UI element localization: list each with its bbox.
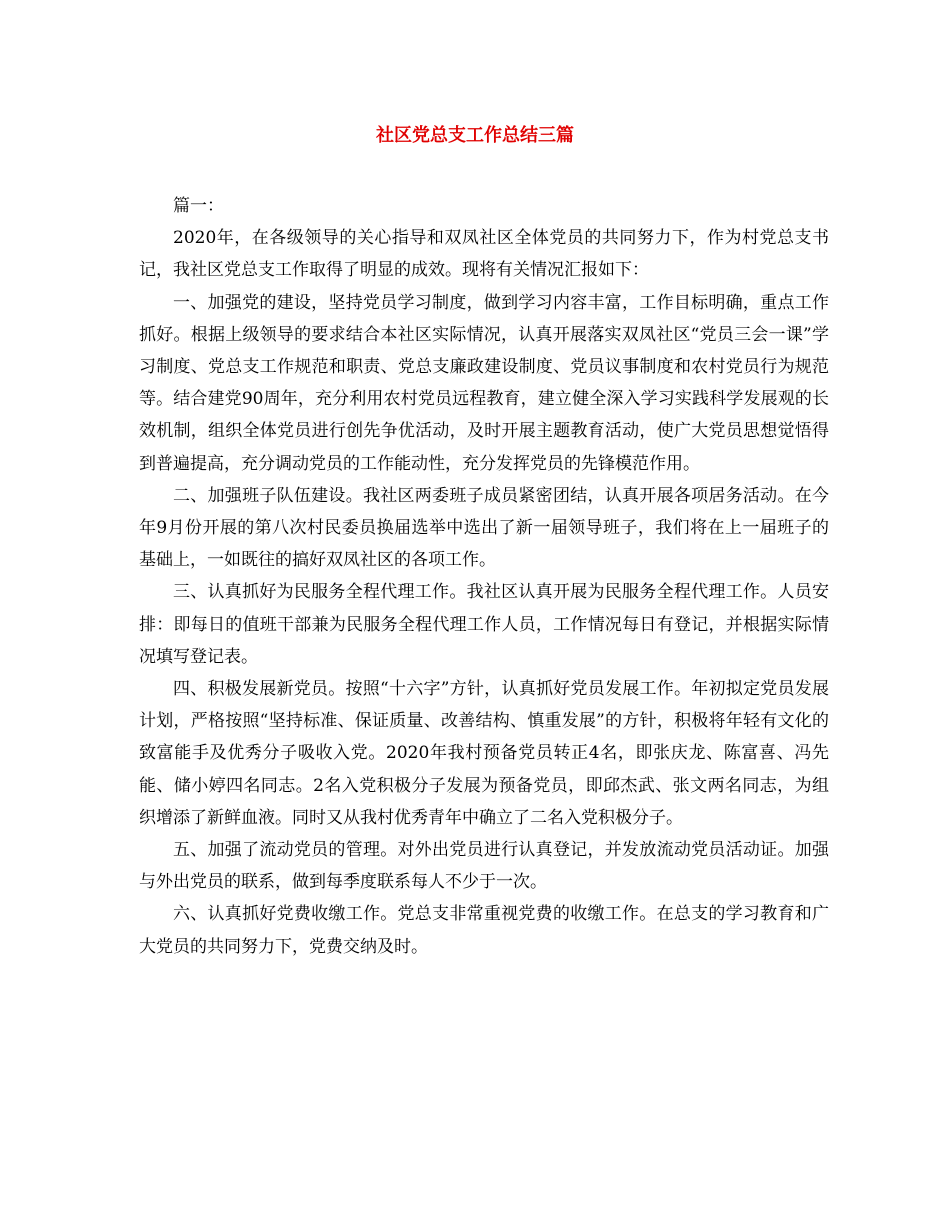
paragraph-party-building: 一、加强党的建设，坚持党员学习制度，做到学习内容丰富，工作目标明确，重点工作抓好。根据上级领导的要求结合本社区实际情况，认真开展落实双凤社区“党员三会一课”学习制度、党总支工作规范和职责、党总支廉政建设制度、党员议事制度和农村党员行为规范等。结合建党90周年，充分利用农村党员远程教育，建立健全深入学习实践科学发展观的长效机制，组织全体党员进行创先争优活动，及时开展主题教育活动，使广大党员思想觉悟得到普遍提高，充分调动党员的工作能动性，充分发挥党员的先锋模范作用。 [139, 292, 829, 474]
intro-paragraph: 2020年，在各级领导的关心指导和双凤社区全体党员的共同努力下，作为村党总支书记，我社区党总支工作取得了明显的成效。现将有关情况汇报如下： [139, 228, 829, 281]
paragraph-service-agency: 三、认真抓好为民服务全程代理工作。我社区认真开展为民服务全程代理工作。人员安排：即每日的值班干部兼为民服务全程代理工作人员，工作情况每日有登记，并根据实际情况填写登记表。 [139, 582, 829, 667]
paragraph-party-dues: 六、认真抓好党费收缴工作。党总支非常重视党费的收缴工作。在总支的学习教育和广大党员的共同努力下，党费交纳及时。 [139, 904, 829, 957]
paragraph-team-building: 二、加强班子队伍建设。我社区两委班子成员紧密团结，认真开展各项居务活动。在今年9月份开展的第八次村民委员换届选举中选出了新一届领导班子，我们将在上一届班子的基础上，一如既往的搞好双凤社区的各项工作。 [139, 485, 829, 571]
document-title: 社区党总支工作总结三篇 [376, 125, 574, 146]
section-heading: 篇一： [173, 196, 224, 216]
document-body [139, 190, 829, 963]
paragraph-new-members: 四、积极发展新党员。按照“十六字”方针，认真抓好党员发展工作。年初拟定党员发展计划，严格按照“坚持标准、保证质量、改善结构、慎重发展”的方针，积极将年轻有文化的致富能手及优秀分子吸收入党。2020年我村预备党员转正4名，即张庆龙、陈富喜、冯先能、储小婷四名同志。2名入党积极分子发展为预备党员，即邱杰武、张文两名同志，为组织增添了新鲜血液。同时又从我村优秀青年中确立了二名入党积极分子。 [139, 679, 829, 828]
paragraph-mobile-members: 五、加强了流动党员的管理。对外出党员进行认真登记，并发放流动党员活动证。加强与外出党员的联系，做到每季度联系每人不少于一次。 [139, 840, 829, 893]
